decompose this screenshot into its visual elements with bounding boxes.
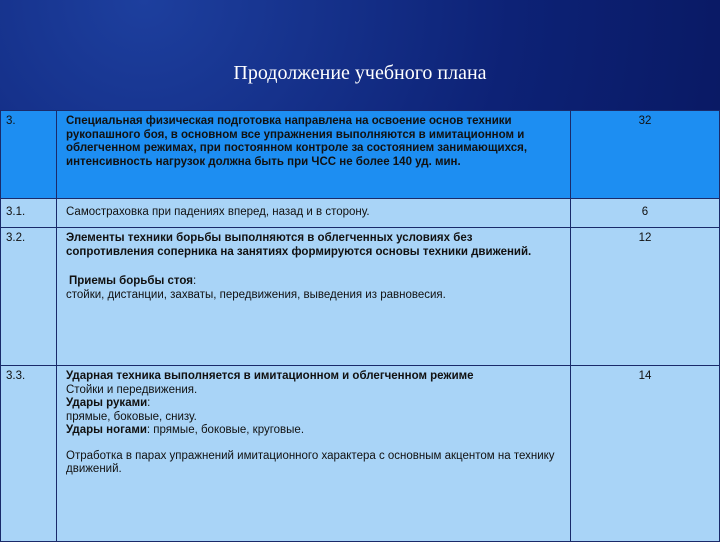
techniques-list: стойки, дистанции, захваты, передвижения, выведения из равновесия. xyxy=(66,288,446,301)
row-hours: 14 xyxy=(571,366,720,542)
hand-strikes-list: прямые, боковые, снизу. xyxy=(66,410,197,423)
row-number: 3.2. xyxy=(1,228,57,366)
hand-strikes-label: Удары руками xyxy=(66,397,148,409)
row-description: Специальная физическая подготовка направлена на освоение основ техники рукопашного боя, в основном все упражнения выполняются в имитационном и облегченном режимах, при постоянном контроле за состоянием занимающихся, интенсивность нагрузок должна быть при ЧСС не более 140 уд. мин. xyxy=(57,111,571,199)
row-hours: 12 xyxy=(571,228,720,366)
kicks-list: : прямые, боковые, круговые. xyxy=(146,424,305,436)
kicks-label: Удары ногами xyxy=(66,424,147,436)
row-number: 3. xyxy=(1,111,57,199)
row-hours: 32 xyxy=(571,111,720,199)
curriculum-table xyxy=(0,110,720,542)
row-lead-text: Элементы техники борьбы выполняются в облегченных условиях без сопротивления соперника на занятиях формируются основы техники движений. xyxy=(66,232,532,258)
row-description xyxy=(57,228,571,366)
table-row xyxy=(1,111,720,199)
row-description: Самостраховка при падениях вперед, назад и в сторону. xyxy=(57,199,571,228)
techniques-heading: Приемы борьбы стоя xyxy=(69,275,193,287)
pair-drills-text: Отработка в парах упражнений имитационного характера с основным акцентом на технику движений. xyxy=(66,449,555,475)
stances-text: Стойки и передвижения. xyxy=(66,383,198,396)
row-number: 3.1. xyxy=(1,199,57,228)
techniques-heading-colon: : xyxy=(192,275,197,287)
row-hours: 6 xyxy=(571,199,720,228)
table-row xyxy=(1,228,720,366)
table-row xyxy=(1,366,720,542)
page-title: Продолжение учебного плана xyxy=(233,62,487,84)
hand-strikes-colon: : xyxy=(147,397,151,409)
row-number: 3.3. xyxy=(1,366,57,542)
row-lead-text: Ударная техника выполняется в имитационном и облегченном режиме xyxy=(66,370,474,382)
row-description xyxy=(57,366,571,542)
table-row xyxy=(1,199,720,228)
